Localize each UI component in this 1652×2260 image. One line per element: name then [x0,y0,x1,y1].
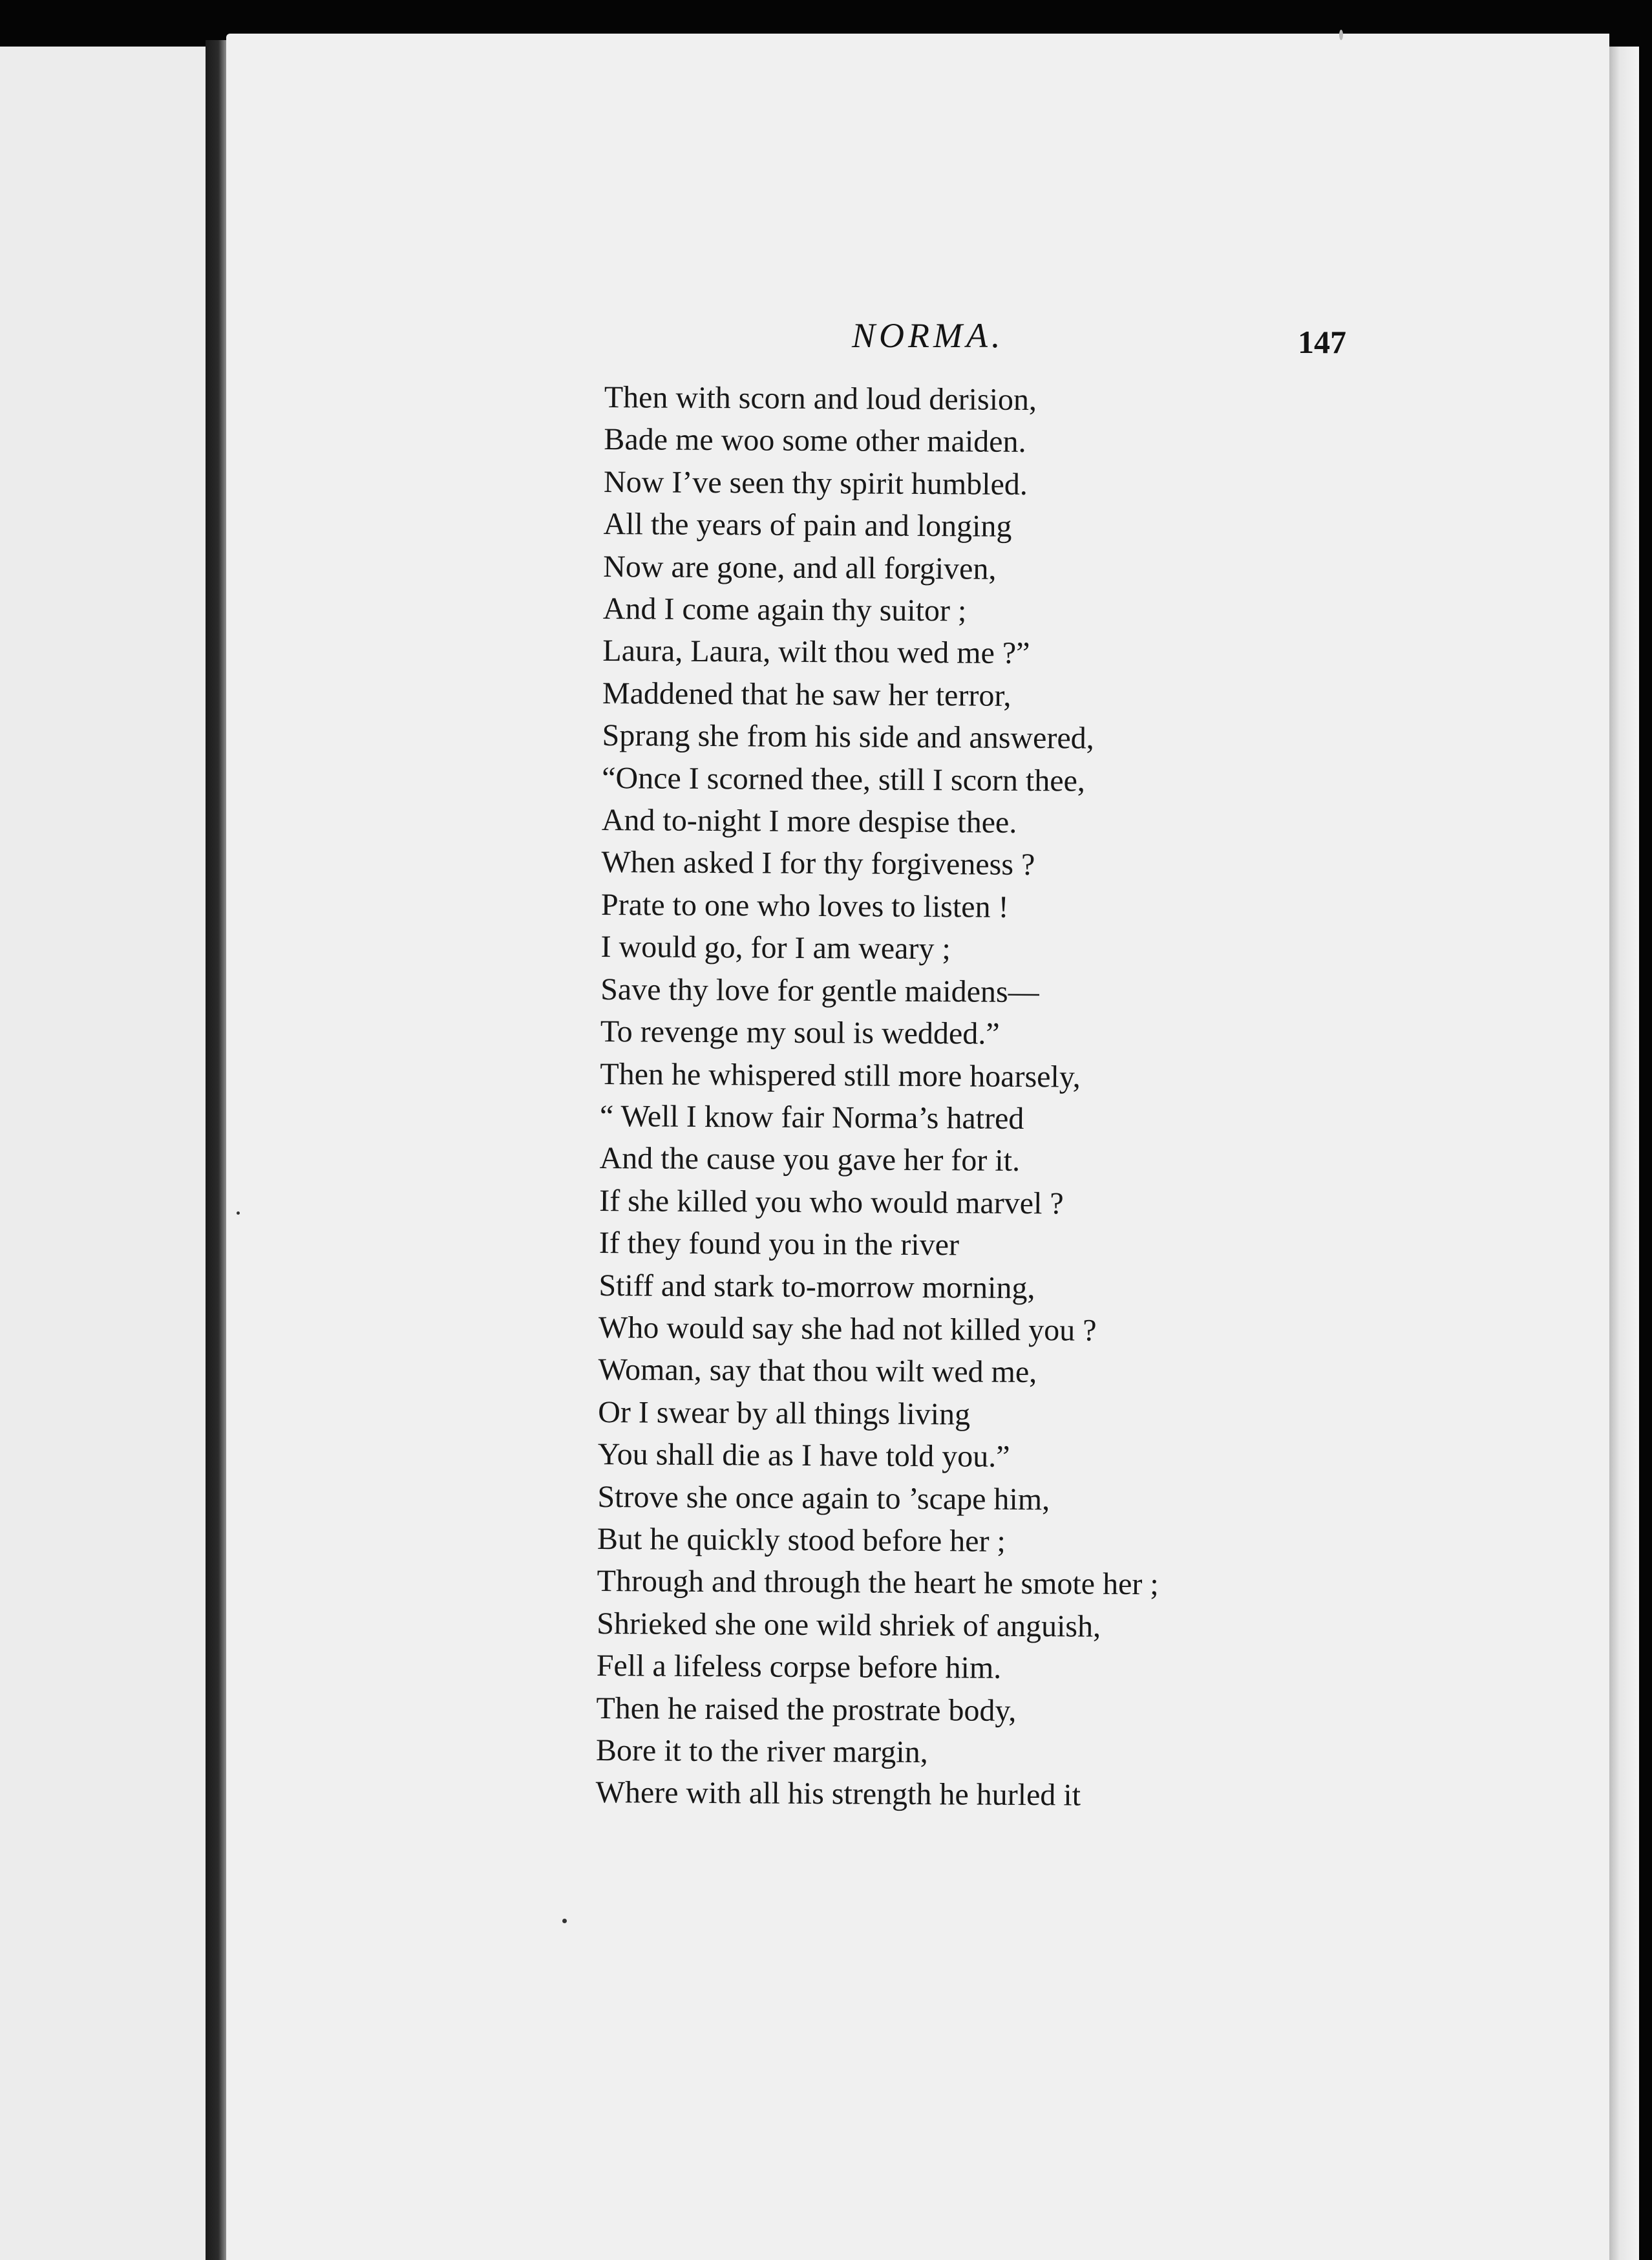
page-number: 147 [1298,324,1346,360]
poem-line: But he quickly stood before her ; [597,1521,1006,1559]
poem-line: Bade me woo some other maiden. [604,422,1026,460]
poem-line: Shrieked she one wild shriek of anguish, [597,1606,1101,1644]
poem-text [595,376,1613,1820]
poem-line: To revenge my soul is wedded.” [600,1014,1000,1051]
poem-line: All the years of pain and longing [603,507,1012,544]
running-title: NORMA. [852,316,1004,355]
poem-line: Then with scorn and loud derision, [604,379,1037,418]
poem-line: Bore it to the river margin, [595,1732,928,1770]
poem-line: Prate to one who loves to listen ! [600,887,1009,924]
poem-line: Now I’ve seen thy spirit humbled. [603,464,1028,502]
poem-line: Maddened that he saw her terror, [602,676,1011,713]
page-edge [1609,47,1639,2260]
poem-line: If they found you in the river [598,1226,960,1263]
poem-line: Through and through the heart he smote her ; [597,1564,1159,1602]
poem-line: You shall die as I have told you.” [597,1437,1010,1475]
poem-line: “ Well I know fair Norma’s hatred [599,1098,1024,1136]
paper-speck [1339,30,1343,40]
poem-line: Strove she once again to ’scape him, [597,1479,1050,1517]
poem-line: Then he raised the prostrate body, [596,1690,1017,1728]
poem-line: When asked I for thy forgiveness ? [601,845,1035,882]
poem-line: Laura, Laura, wilt thou wed me ?” [602,634,1030,671]
poem-line: If she killed you who would marvel ? [599,1183,1064,1221]
poem-line: Woman, say that thou wilt wed me, [598,1352,1037,1390]
poem-line: Then he whispered still more hoarsely, [600,1056,1081,1094]
poem-line: Now are gone, and all forgiven, [603,549,997,586]
poem-line: And to-night I more despise thee. [601,803,1017,840]
left-page-margin [0,47,207,2260]
poem-line: Save thy love for gentle maidens— [600,972,1039,1009]
poem-line: Fell a lifeless corpse before him. [596,1648,1002,1685]
poem-line: Stiff and stark to-morrow morning, [598,1268,1035,1305]
poem-line: Sprang she from his side and answered, [602,718,1094,756]
poem-line: “Once I scorned thee, still I scorn thee, [602,760,1086,798]
poem-line: Who would say she had not killed you ? [598,1310,1097,1348]
poem-line: And I come again thy suitor ; [602,592,967,628]
poem-line: I would go, for I am weary ; [600,930,951,966]
poem-line: Or I swear by all things living [598,1394,971,1432]
poem-line: And the cause you gave her for it. [599,1141,1021,1178]
poem-line: Where with all his strength he hurled it [595,1775,1081,1813]
paper-speck [562,1919,567,1923]
paper-speck [237,1211,240,1215]
